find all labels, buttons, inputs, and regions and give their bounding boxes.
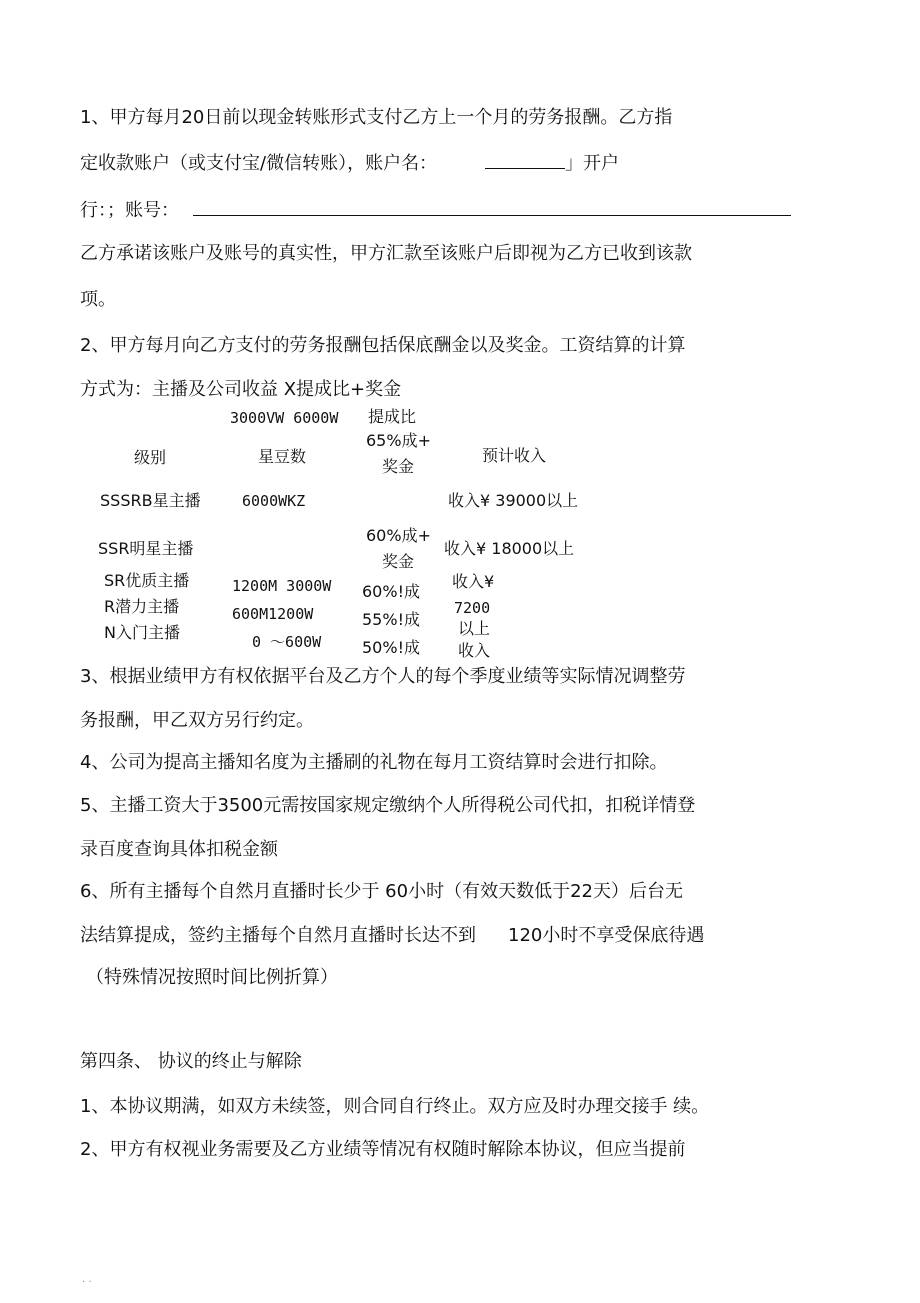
row-n-level: N入门主播 <box>104 623 180 642</box>
row-ssr-income: 收入¥ 18000以上 <box>444 539 575 558</box>
clause-1-line-5: 项。 <box>80 289 116 310</box>
row-n-extra: 收入 <box>458 641 491 660</box>
row-sr-income: 收入¥ <box>452 572 495 591</box>
row-n-rate: 50%!成 <box>362 638 420 657</box>
table-header-income: 预计收入 <box>482 446 547 465</box>
clause-2-line-1: 2、甲方每月向乙方支付的劳务报酬包括保底酬金以及奖金。工资结算的计算 <box>80 335 686 356</box>
section-4-clause-2: 2、甲方有权视业务需要及乙方业绩等情况有权随时解除本协议，但应当提前 <box>80 1139 686 1160</box>
clause-5-line-2: 录百度查询具体扣税金额 <box>80 839 278 860</box>
table-header-stars: 星豆数 <box>258 447 307 466</box>
account-number-label: 行：；账号： <box>80 200 179 221</box>
section-4-clause-1: 1、本协议期满，如双方未续签，则合同自行终止。双方应及时办理交接手 续。 <box>80 1096 710 1117</box>
row-r-level: R潜力主播 <box>104 597 180 616</box>
clause-1-line-4: 乙方承诺该账户及账号的真实性，甲方汇款至该账户后即视为乙方已收到该款 <box>80 243 692 264</box>
table-bonus-label-2: 奖金 <box>382 552 415 571</box>
clause-3-line-1: 3、根据业绩甲方有权依据平台及乙方个人的每个季度业绩等实际情况调整劳 <box>80 666 686 687</box>
clause-6-line-2 <box>80 924 704 948</box>
table-rate-60: 60%成+ <box>366 526 431 545</box>
clause-1-line-1: 1、甲方每月20日前以现金转账形式支付乙方上一个月的劳务报酬。乙方指 <box>80 107 673 128</box>
row-sr-stars: 1200M 3000W <box>232 577 332 595</box>
clause-5-line-1: 5、主播工资大于3500元需按国家规定缴纳个人所得税公司代扣，扣税详情登 <box>80 795 696 816</box>
clause-2-line-2: 方式为：主播及公司收益 X提成比+奖金 <box>80 379 402 400</box>
clause-6-line-3: （特殊情况按照时间比例折算） <box>86 967 338 988</box>
row-n-income: 以上 <box>458 619 491 638</box>
row-ssr-level: SSR明星主播 <box>98 539 194 558</box>
row-sr-rate: 60%!成 <box>362 582 420 601</box>
commission-table <box>80 404 640 660</box>
account-number-blank <box>193 199 791 216</box>
row-n-stars: 0 ～600W <box>252 633 322 651</box>
footer-mark: . . <box>82 1274 92 1285</box>
clause-1-line-3 <box>80 199 791 223</box>
clause-6-line-2-a: 法结算提成，签约主播每个自然月直播时长达不到 <box>80 925 476 946</box>
row-sr-level: SR优质主播 <box>104 571 190 590</box>
row-sssr-stars: 6000WKZ <box>242 492 306 510</box>
clause-6-line-2-b: 120小时不享受保底待遇 <box>508 925 705 946</box>
table-header-level: 级别 <box>134 448 167 467</box>
table-header-rate: 提成比 <box>368 407 417 426</box>
row-sssr-income: 收入¥ 39000以上 <box>448 491 579 510</box>
clause-6-line-1: 6、所有主播每个自然月直播时长少于 60小时（有效天数低于22天）后台无 <box>80 881 683 902</box>
row-r-rate: 55%!成 <box>362 610 420 629</box>
row-r-income: 7200 <box>454 599 491 617</box>
row-sssr-level: SSSRB星主播 <box>100 491 201 510</box>
clause-4: 4、公司为提高主播知名度为主播刷的礼物在每月工资结算时会进行扣除。 <box>80 752 668 773</box>
bank-label: 」开户 <box>565 153 620 174</box>
clause-3-line-2: 务报酬，甲乙双方另行约定。 <box>80 710 314 731</box>
account-name-label: 定收款账户（或支付宝/微信转账），账户名： <box>80 153 438 174</box>
clause-1-line-2 <box>80 152 619 176</box>
section-4-heading: 第四条、 协议的终止与解除 <box>80 1051 302 1072</box>
account-name-blank <box>485 152 565 169</box>
table-bonus-label: 奖金 <box>382 457 415 476</box>
table-top-stars: 3000VW 6000W <box>230 409 339 427</box>
row-r-stars: 600M1200W <box>232 605 314 623</box>
table-rate-65: 65%成+ <box>366 431 431 450</box>
